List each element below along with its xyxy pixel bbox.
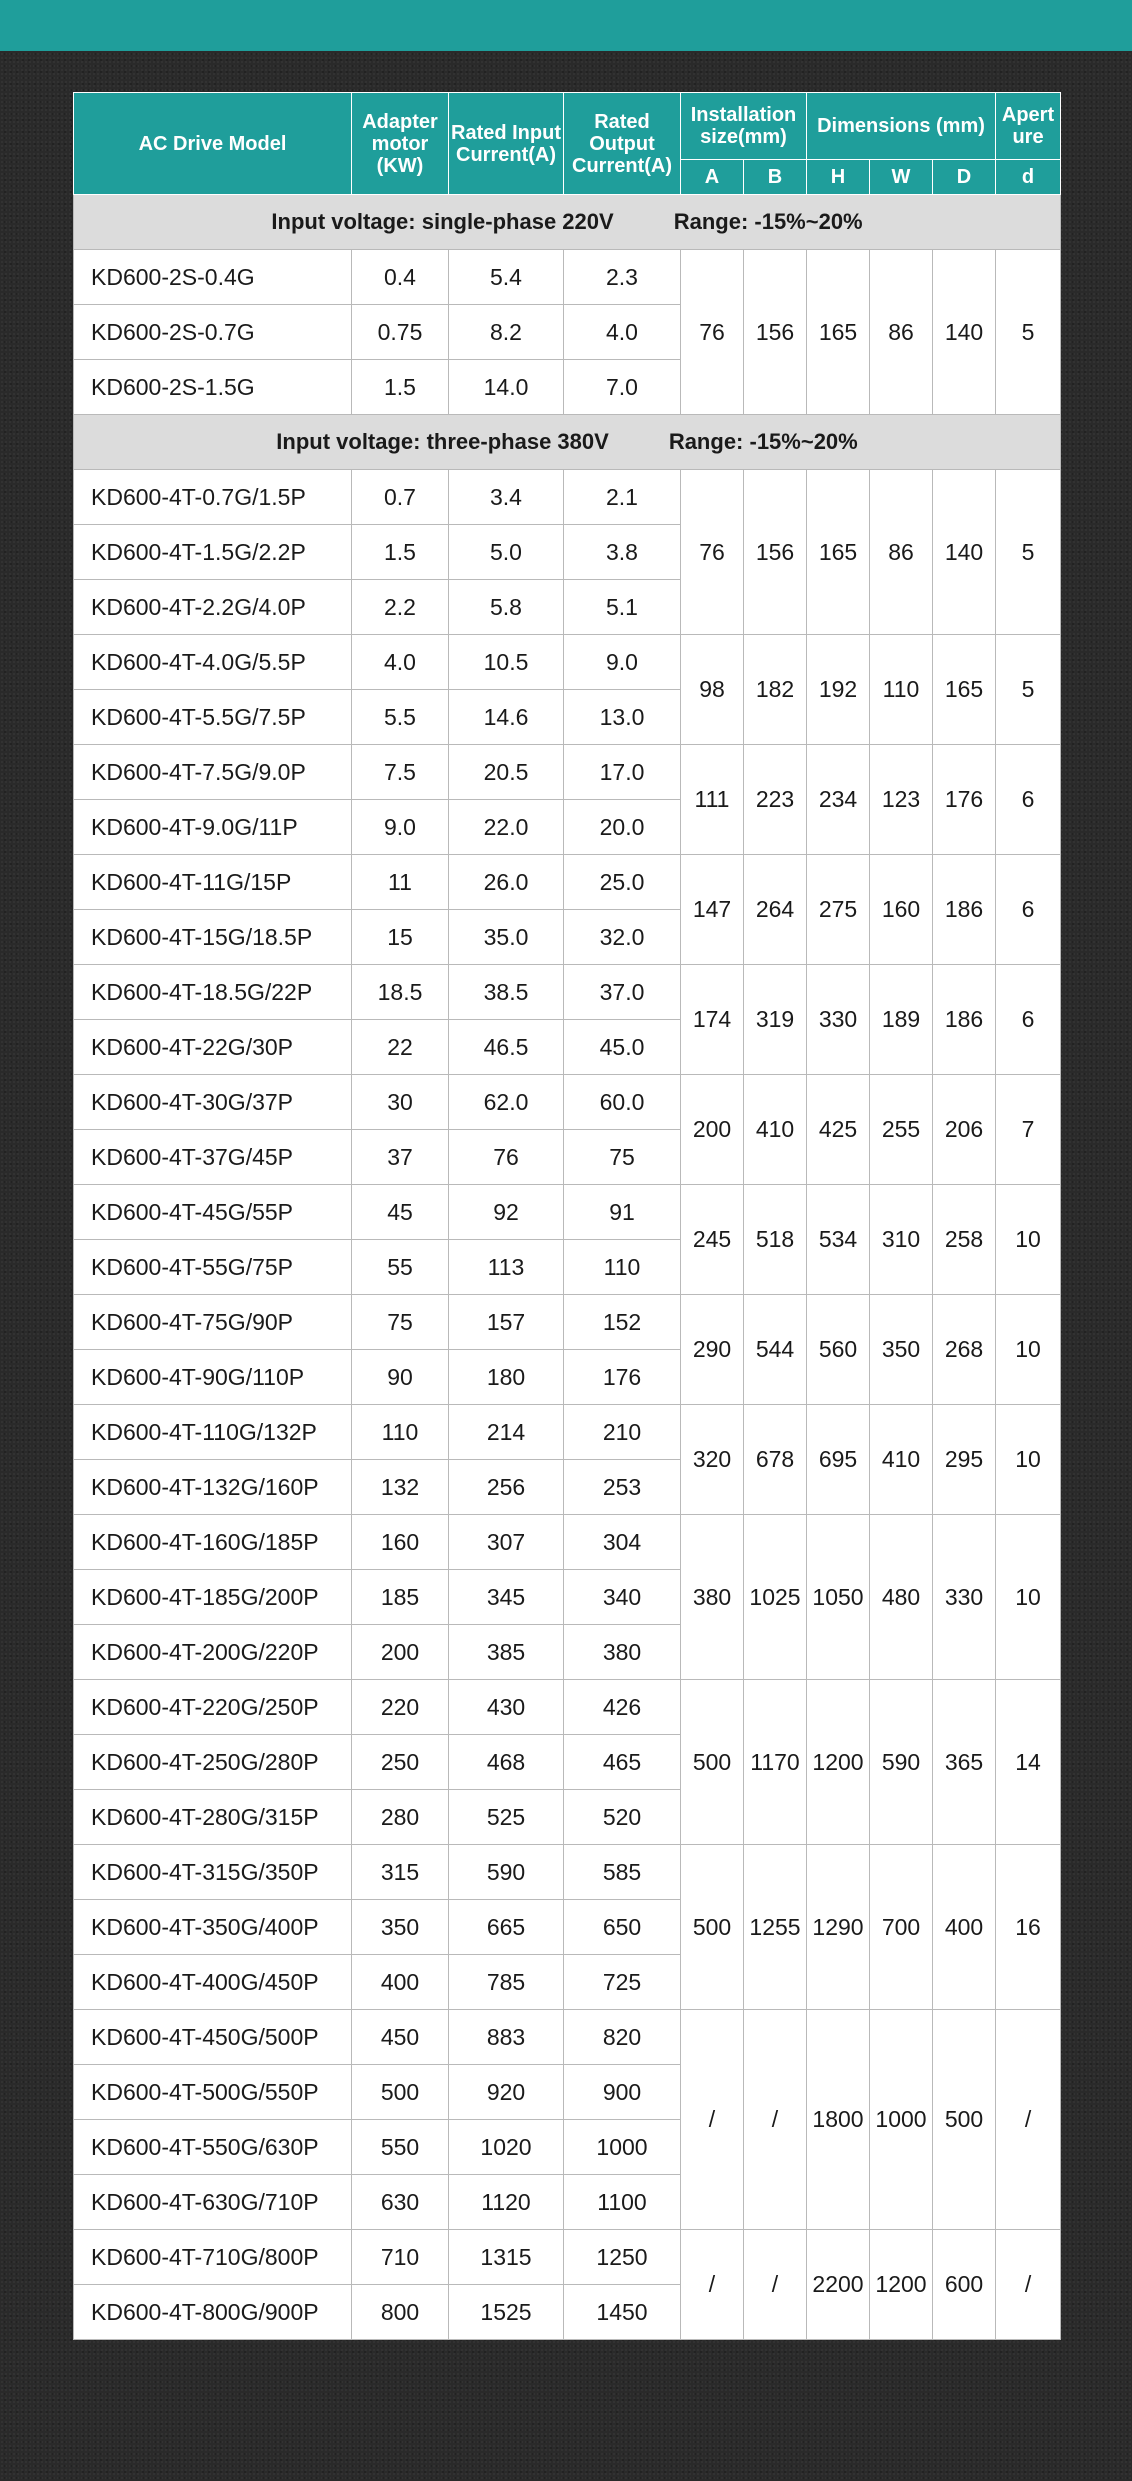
- install-b-cell: 223: [744, 745, 807, 855]
- dim-h-cell: 165: [807, 470, 870, 635]
- motor-kw-cell: 250: [352, 1735, 449, 1790]
- dim-w-cell: 255: [870, 1075, 933, 1185]
- input-current-cell: 62.0: [449, 1075, 564, 1130]
- input-current-cell: 883: [449, 2010, 564, 2065]
- model-cell: KD600-4T-110G/132P: [74, 1405, 352, 1460]
- subheader-a: A: [681, 160, 744, 195]
- dim-w-cell: 86: [870, 250, 933, 415]
- aperture-d-cell: 5: [996, 250, 1061, 415]
- model-cell: KD600-4T-800G/900P: [74, 2285, 352, 2340]
- output-current-cell: 304: [564, 1515, 681, 1570]
- aperture-d-cell: 5: [996, 470, 1061, 635]
- model-cell: KD600-4T-710G/800P: [74, 2230, 352, 2285]
- model-cell: KD600-4T-90G/110P: [74, 1350, 352, 1405]
- input-current-cell: 5.4: [449, 250, 564, 305]
- model-cell: KD600-4T-55G/75P: [74, 1240, 352, 1295]
- motor-kw-cell: 9.0: [352, 800, 449, 855]
- dim-d-cell: 140: [933, 250, 996, 415]
- motor-kw-cell: 160: [352, 1515, 449, 1570]
- output-current-cell: 60.0: [564, 1075, 681, 1130]
- dim-w-cell: 590: [870, 1680, 933, 1845]
- input-current-cell: 1315: [449, 2230, 564, 2285]
- dim-d-cell: 258: [933, 1185, 996, 1295]
- section-voltage: Input voltage: three-phase 380V: [276, 429, 609, 454]
- aperture-d-cell: 16: [996, 1845, 1061, 2010]
- dim-d-cell: 500: [933, 2010, 996, 2230]
- aperture-d-cell: 10: [996, 1185, 1061, 1295]
- input-current-cell: 214: [449, 1405, 564, 1460]
- motor-kw-cell: 37: [352, 1130, 449, 1185]
- install-a-cell: 245: [681, 1185, 744, 1295]
- dim-w-cell: 123: [870, 745, 933, 855]
- table-header: [74, 93, 1061, 195]
- output-current-cell: 110: [564, 1240, 681, 1295]
- install-b-cell: 678: [744, 1405, 807, 1515]
- motor-kw-cell: 200: [352, 1625, 449, 1680]
- motor-kw-cell: 315: [352, 1845, 449, 1900]
- output-current-cell: 520: [564, 1790, 681, 1845]
- model-cell: KD600-4T-4.0G/5.5P: [74, 635, 352, 690]
- model-cell: KD600-4T-220G/250P: [74, 1680, 352, 1735]
- aperture-d-cell: 14: [996, 1680, 1061, 1845]
- model-cell: KD600-4T-9.0G/11P: [74, 800, 352, 855]
- input-current-cell: 5.0: [449, 525, 564, 580]
- dim-w-cell: 1200: [870, 2230, 933, 2340]
- model-cell: KD600-4T-11G/15P: [74, 855, 352, 910]
- motor-kw-cell: 22: [352, 1020, 449, 1075]
- install-b-cell: 544: [744, 1295, 807, 1405]
- input-current-cell: 1525: [449, 2285, 564, 2340]
- dim-d-cell: 140: [933, 470, 996, 635]
- model-cell: KD600-4T-315G/350P: [74, 1845, 352, 1900]
- install-a-cell: /: [681, 2010, 744, 2230]
- table-row: [74, 2230, 1061, 2285]
- table-body: [74, 195, 1061, 2340]
- aperture-d-cell: 5: [996, 635, 1061, 745]
- model-cell: KD600-4T-18.5G/22P: [74, 965, 352, 1020]
- model-cell: KD600-4T-450G/500P: [74, 2010, 352, 2065]
- motor-kw-cell: 1.5: [352, 360, 449, 415]
- install-b-cell: 264: [744, 855, 807, 965]
- motor-kw-cell: 185: [352, 1570, 449, 1625]
- dim-w-cell: 189: [870, 965, 933, 1075]
- output-current-cell: 650: [564, 1900, 681, 1955]
- input-current-cell: 525: [449, 1790, 564, 1845]
- dim-d-cell: 330: [933, 1515, 996, 1680]
- output-current-cell: 253: [564, 1460, 681, 1515]
- output-current-cell: 37.0: [564, 965, 681, 1020]
- dim-w-cell: 160: [870, 855, 933, 965]
- install-a-cell: /: [681, 2230, 744, 2340]
- install-a-cell: 76: [681, 470, 744, 635]
- dim-h-cell: 560: [807, 1295, 870, 1405]
- input-current-cell: 385: [449, 1625, 564, 1680]
- dim-w-cell: 350: [870, 1295, 933, 1405]
- dim-w-cell: 700: [870, 1845, 933, 2010]
- input-current-cell: 665: [449, 1900, 564, 1955]
- model-cell: KD600-4T-15G/18.5P: [74, 910, 352, 965]
- input-current-cell: 46.5: [449, 1020, 564, 1075]
- model-cell: KD600-2S-0.4G: [74, 250, 352, 305]
- table-row: [74, 635, 1061, 690]
- dim-d-cell: 176: [933, 745, 996, 855]
- dim-w-cell: 410: [870, 1405, 933, 1515]
- output-current-cell: 210: [564, 1405, 681, 1460]
- motor-kw-cell: 110: [352, 1405, 449, 1460]
- aperture-d-cell: 10: [996, 1515, 1061, 1680]
- install-b-cell: 518: [744, 1185, 807, 1295]
- dim-d-cell: 268: [933, 1295, 996, 1405]
- motor-kw-cell: 550: [352, 2120, 449, 2175]
- section-range: Range: -15%~20%: [668, 429, 858, 454]
- input-current-cell: 8.2: [449, 305, 564, 360]
- dim-w-cell: 310: [870, 1185, 933, 1295]
- model-cell: KD600-4T-75G/90P: [74, 1295, 352, 1350]
- input-current-cell: 20.5: [449, 745, 564, 800]
- dim-h-cell: 330: [807, 965, 870, 1075]
- dim-d-cell: 600: [933, 2230, 996, 2340]
- install-b-cell: 1025: [744, 1515, 807, 1680]
- output-current-cell: 75: [564, 1130, 681, 1185]
- output-current-cell: 176: [564, 1350, 681, 1405]
- install-a-cell: 98: [681, 635, 744, 745]
- model-cell: KD600-4T-1.5G/2.2P: [74, 525, 352, 580]
- col-header-input-current: Rated Input Current(A): [449, 93, 564, 195]
- dim-h-cell: 1200: [807, 1680, 870, 1845]
- output-current-cell: 426: [564, 1680, 681, 1735]
- table-row: [74, 2010, 1061, 2065]
- install-a-cell: 174: [681, 965, 744, 1075]
- output-current-cell: 5.1: [564, 580, 681, 635]
- motor-kw-cell: 15: [352, 910, 449, 965]
- table-row: [74, 1075, 1061, 1130]
- table-row: [74, 1680, 1061, 1735]
- input-current-cell: 76: [449, 1130, 564, 1185]
- output-current-cell: 340: [564, 1570, 681, 1625]
- model-cell: KD600-4T-185G/200P: [74, 1570, 352, 1625]
- model-cell: KD600-4T-22G/30P: [74, 1020, 352, 1075]
- section-header-row: [74, 415, 1061, 470]
- dim-d-cell: 365: [933, 1680, 996, 1845]
- model-cell: KD600-4T-160G/185P: [74, 1515, 352, 1570]
- model-cell: KD600-4T-630G/710P: [74, 2175, 352, 2230]
- motor-kw-cell: 18.5: [352, 965, 449, 1020]
- section-range: Range: -15%~20%: [673, 209, 863, 234]
- input-current-cell: 113: [449, 1240, 564, 1295]
- section-header: [74, 195, 1061, 250]
- subheader-w: W: [870, 160, 933, 195]
- model-cell: KD600-4T-132G/160P: [74, 1460, 352, 1515]
- model-cell: KD600-2S-0.7G: [74, 305, 352, 360]
- install-b-cell: 410: [744, 1075, 807, 1185]
- aperture-d-cell: 10: [996, 1405, 1061, 1515]
- motor-kw-cell: 55: [352, 1240, 449, 1295]
- motor-kw-cell: 280: [352, 1790, 449, 1845]
- table-row: [74, 1405, 1061, 1460]
- aperture-d-cell: 7: [996, 1075, 1061, 1185]
- section-header: [74, 415, 1061, 470]
- motor-kw-cell: 11: [352, 855, 449, 910]
- table-row: [74, 250, 1061, 305]
- output-current-cell: 725: [564, 1955, 681, 2010]
- output-current-cell: 7.0: [564, 360, 681, 415]
- output-current-cell: 2.3: [564, 250, 681, 305]
- dim-d-cell: 400: [933, 1845, 996, 2010]
- motor-kw-cell: 5.5: [352, 690, 449, 745]
- model-cell: KD600-4T-37G/45P: [74, 1130, 352, 1185]
- output-current-cell: 1000: [564, 2120, 681, 2175]
- install-b-cell: /: [744, 2230, 807, 2340]
- input-current-cell: 92: [449, 1185, 564, 1240]
- dim-d-cell: 295: [933, 1405, 996, 1515]
- col-header-output-current: Rated Output Current(A): [564, 93, 681, 195]
- install-a-cell: 320: [681, 1405, 744, 1515]
- motor-kw-cell: 4.0: [352, 635, 449, 690]
- model-cell: KD600-4T-45G/55P: [74, 1185, 352, 1240]
- motor-kw-cell: 500: [352, 2065, 449, 2120]
- input-current-cell: 14.0: [449, 360, 564, 415]
- input-current-cell: 157: [449, 1295, 564, 1350]
- output-current-cell: 3.8: [564, 525, 681, 580]
- input-current-cell: 1120: [449, 2175, 564, 2230]
- input-current-cell: 26.0: [449, 855, 564, 910]
- table-row: [74, 1295, 1061, 1350]
- motor-kw-cell: 0.75: [352, 305, 449, 360]
- install-b-cell: 156: [744, 470, 807, 635]
- output-current-cell: 20.0: [564, 800, 681, 855]
- motor-kw-cell: 710: [352, 2230, 449, 2285]
- model-cell: KD600-4T-5.5G/7.5P: [74, 690, 352, 745]
- dim-h-cell: 192: [807, 635, 870, 745]
- aperture-d-cell: /: [996, 2230, 1061, 2340]
- model-cell: KD600-4T-2.2G/4.0P: [74, 580, 352, 635]
- aperture-d-cell: 6: [996, 745, 1061, 855]
- input-current-cell: 10.5: [449, 635, 564, 690]
- install-a-cell: 147: [681, 855, 744, 965]
- input-current-cell: 430: [449, 1680, 564, 1735]
- input-current-cell: 468: [449, 1735, 564, 1790]
- dim-h-cell: 2200: [807, 2230, 870, 2340]
- dim-w-cell: 1000: [870, 2010, 933, 2230]
- install-a-cell: 380: [681, 1515, 744, 1680]
- subheader-d-aperture: d: [996, 160, 1061, 195]
- motor-kw-cell: 1.5: [352, 525, 449, 580]
- motor-kw-cell: 400: [352, 1955, 449, 2010]
- motor-kw-cell: 350: [352, 1900, 449, 1955]
- motor-kw-cell: 450: [352, 2010, 449, 2065]
- install-b-cell: 182: [744, 635, 807, 745]
- output-current-cell: 13.0: [564, 690, 681, 745]
- input-current-cell: 38.5: [449, 965, 564, 1020]
- output-current-cell: 465: [564, 1735, 681, 1790]
- subheader-b: B: [744, 160, 807, 195]
- motor-kw-cell: 45: [352, 1185, 449, 1240]
- output-current-cell: 820: [564, 2010, 681, 2065]
- output-current-cell: 45.0: [564, 1020, 681, 1075]
- dim-w-cell: 480: [870, 1515, 933, 1680]
- col-header-motor: Adapter motor (KW): [352, 93, 449, 195]
- model-cell: KD600-4T-200G/220P: [74, 1625, 352, 1680]
- output-current-cell: 1250: [564, 2230, 681, 2285]
- install-b-cell: 156: [744, 250, 807, 415]
- table-row: [74, 1515, 1061, 1570]
- dim-h-cell: 425: [807, 1075, 870, 1185]
- motor-kw-cell: 220: [352, 1680, 449, 1735]
- motor-kw-cell: 7.5: [352, 745, 449, 800]
- input-current-cell: 256: [449, 1460, 564, 1515]
- input-current-cell: 920: [449, 2065, 564, 2120]
- col-header-aperture: Apert ure: [996, 93, 1061, 160]
- output-current-cell: 9.0: [564, 635, 681, 690]
- section-header-row: [74, 195, 1061, 250]
- dim-d-cell: 165: [933, 635, 996, 745]
- table-row: [74, 745, 1061, 800]
- motor-kw-cell: 0.4: [352, 250, 449, 305]
- table-row: [74, 855, 1061, 910]
- table-row: [74, 965, 1061, 1020]
- input-current-cell: 785: [449, 1955, 564, 2010]
- dim-h-cell: 534: [807, 1185, 870, 1295]
- input-current-cell: 3.4: [449, 470, 564, 525]
- install-b-cell: /: [744, 2010, 807, 2230]
- aperture-d-cell: 6: [996, 855, 1061, 965]
- output-current-cell: 91: [564, 1185, 681, 1240]
- aperture-d-cell: /: [996, 2010, 1061, 2230]
- ac-drive-spec-table: [73, 92, 1061, 2340]
- model-cell: KD600-4T-30G/37P: [74, 1075, 352, 1130]
- model-cell: KD600-4T-7.5G/9.0P: [74, 745, 352, 800]
- install-a-cell: 500: [681, 1845, 744, 2010]
- dim-h-cell: 165: [807, 250, 870, 415]
- dim-d-cell: 186: [933, 965, 996, 1075]
- motor-kw-cell: 132: [352, 1460, 449, 1515]
- model-cell: KD600-4T-250G/280P: [74, 1735, 352, 1790]
- dim-d-cell: 186: [933, 855, 996, 965]
- output-current-cell: 380: [564, 1625, 681, 1680]
- input-current-cell: 35.0: [449, 910, 564, 965]
- aperture-d-cell: 6: [996, 965, 1061, 1075]
- dim-h-cell: 234: [807, 745, 870, 855]
- motor-kw-cell: 630: [352, 2175, 449, 2230]
- dim-d-cell: 206: [933, 1075, 996, 1185]
- install-a-cell: 290: [681, 1295, 744, 1405]
- input-current-cell: 1020: [449, 2120, 564, 2175]
- dim-h-cell: 695: [807, 1405, 870, 1515]
- input-current-cell: 345: [449, 1570, 564, 1625]
- output-current-cell: 25.0: [564, 855, 681, 910]
- input-current-cell: 22.0: [449, 800, 564, 855]
- section-voltage: Input voltage: single-phase 220V: [271, 209, 614, 234]
- model-cell: KD600-4T-350G/400P: [74, 1900, 352, 1955]
- top-banner: [0, 0, 1132, 51]
- install-a-cell: 200: [681, 1075, 744, 1185]
- motor-kw-cell: 90: [352, 1350, 449, 1405]
- table-row: [74, 1845, 1061, 1900]
- motor-kw-cell: 30: [352, 1075, 449, 1130]
- output-current-cell: 585: [564, 1845, 681, 1900]
- motor-kw-cell: 0.7: [352, 470, 449, 525]
- input-current-cell: 590: [449, 1845, 564, 1900]
- output-current-cell: 152: [564, 1295, 681, 1350]
- dim-h-cell: 1290: [807, 1845, 870, 2010]
- model-cell: KD600-2S-1.5G: [74, 360, 352, 415]
- install-a-cell: 76: [681, 250, 744, 415]
- install-b-cell: 1255: [744, 1845, 807, 2010]
- dim-h-cell: 1050: [807, 1515, 870, 1680]
- dim-w-cell: 110: [870, 635, 933, 745]
- model-cell: KD600-4T-400G/450P: [74, 1955, 352, 2010]
- col-header-installation-size: Installation size(mm): [681, 93, 807, 160]
- dim-w-cell: 86: [870, 470, 933, 635]
- model-cell: KD600-4T-280G/315P: [74, 1790, 352, 1845]
- output-current-cell: 4.0: [564, 305, 681, 360]
- input-current-cell: 180: [449, 1350, 564, 1405]
- motor-kw-cell: 2.2: [352, 580, 449, 635]
- aperture-d-cell: 10: [996, 1295, 1061, 1405]
- output-current-cell: 17.0: [564, 745, 681, 800]
- output-current-cell: 1100: [564, 2175, 681, 2230]
- model-cell: KD600-4T-550G/630P: [74, 2120, 352, 2175]
- output-current-cell: 900: [564, 2065, 681, 2120]
- col-header-dimensions: Dimensions (mm): [807, 93, 996, 160]
- motor-kw-cell: 75: [352, 1295, 449, 1350]
- install-a-cell: 111: [681, 745, 744, 855]
- install-a-cell: 500: [681, 1680, 744, 1845]
- model-cell: KD600-4T-0.7G/1.5P: [74, 470, 352, 525]
- output-current-cell: 2.1: [564, 470, 681, 525]
- input-current-cell: 5.8: [449, 580, 564, 635]
- table-row: [74, 470, 1061, 525]
- model-cell: KD600-4T-500G/550P: [74, 2065, 352, 2120]
- output-current-cell: 32.0: [564, 910, 681, 965]
- col-header-model: AC Drive Model: [74, 93, 352, 195]
- output-current-cell: 1450: [564, 2285, 681, 2340]
- dim-h-cell: 275: [807, 855, 870, 965]
- dim-h-cell: 1800: [807, 2010, 870, 2230]
- input-current-cell: 14.6: [449, 690, 564, 745]
- subheader-h: H: [807, 160, 870, 195]
- table-row: [74, 1185, 1061, 1240]
- input-current-cell: 307: [449, 1515, 564, 1570]
- install-b-cell: 1170: [744, 1680, 807, 1845]
- install-b-cell: 319: [744, 965, 807, 1075]
- motor-kw-cell: 800: [352, 2285, 449, 2340]
- subheader-d-depth: D: [933, 160, 996, 195]
